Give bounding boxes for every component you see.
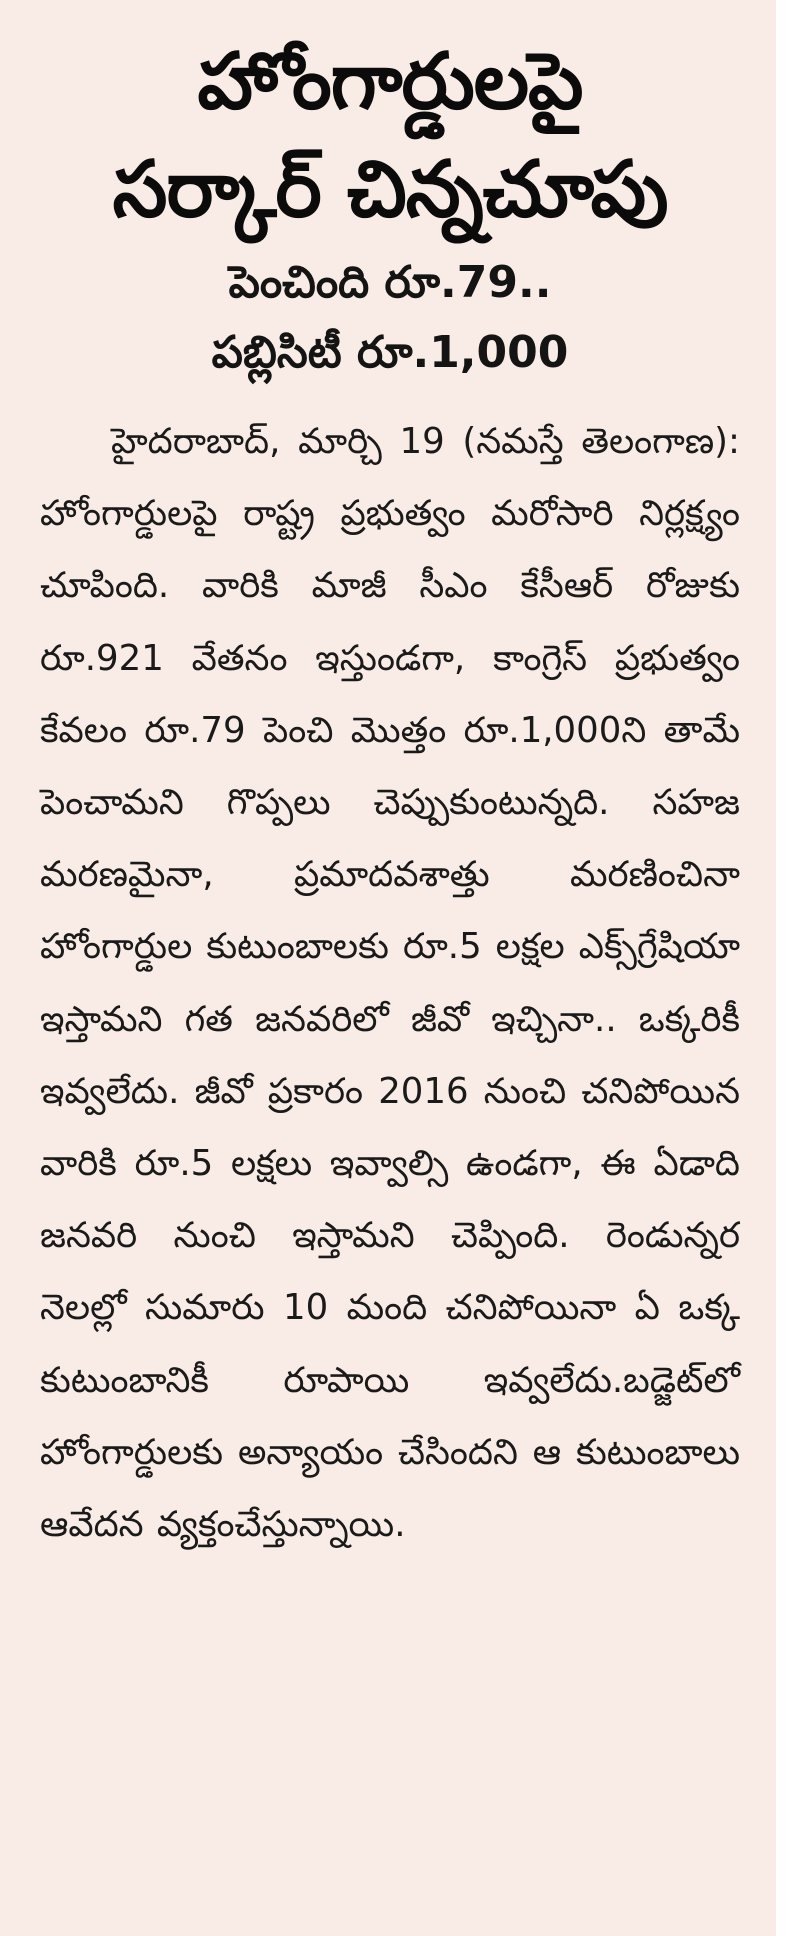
subheadline xyxy=(40,248,740,388)
headline-line-2: సర్కార్ చిన్నచూపు xyxy=(112,145,668,235)
subheadline-line-1: పెంచింది రూ.79.. xyxy=(228,257,552,308)
article-body: హైదరాబాద్, మార్చి 19 (నమస్తే తెలంగాణ): హోంగార్డులపై రాష్ట్ర ప్రభుత్వం మరోసారి నిర్లక్ష్యం చూపింది. వారికి మాజీ సీఎం కేసీఆర్ రోజుకు రూ.921 వేతనం ఇస్తుండగా, కాంగ్రెస్ ప్రభుత్వం కేవలం రూ.79 పెంచి మొత్తం రూ.1,000ని తామే పెంచామని గొప్పలు చెప్పుకుంటున్నది. సహజ మరణమైనా, ప్రమాదవశాత్తు మరణించినా హోంగార్డుల కుటుంబాలకు రూ.5 లక్షల ఎక్స్‌గ్రేషియా ఇస్తామని గత జనవరిలో జీవో ఇచ్చినా.. ఒక్కరికీ ఇవ్వలేదు. జీవో ప్రకారం 2016 నుంచి చనిపోయిన వారికి రూ.5 లక్షలు ఇవ్వాల్సి ఉండగా, ఈ ఏడాది జనవరి నుంచి ఇస్తామని చెప్పింది. రెండున్నర నెలల్లో సుమారు 10 మంది చనిపోయినా ఏ ఒక్క కుటుంబానికీ రూపాయి ఇవ్వలేదు.బడ్జెట్‌లో హోంగార్డులకు అన్యాయం చేసిందని ఆ కుటుంబాలు ఆవేదన వ్యక్తంచేస్తున్నాయి. xyxy=(40,421,740,1546)
headline-line-1: హోంగార్డులపై xyxy=(197,37,583,127)
headline xyxy=(40,28,740,244)
subheadline-line-2: పబ్లిసిటీ రూ.1,000 xyxy=(211,327,569,378)
